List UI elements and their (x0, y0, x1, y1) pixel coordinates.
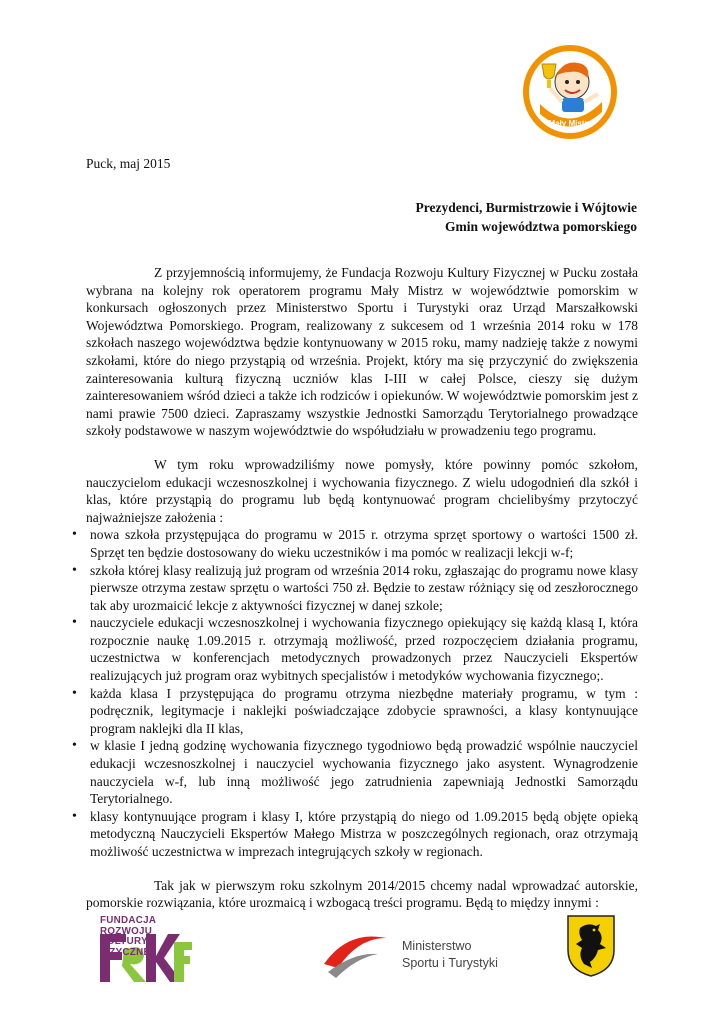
frkf-wordmark (100, 916, 156, 958)
frkf-line-3: KULTURY (100, 936, 148, 947)
maly-mistrz-logo (520, 42, 620, 142)
list-item: • szkoła której klasy realizują już program od września 2014 roku, zgłaszając do programu nowe klasy pierwsze otrzyma zestaw sprzętu o wartości 750 zł. Będzie to zestaw różniący się od zeszłorocznego tak aby urozmaicić lekcje z aktywności fizycznej w danej szkole; (72, 562, 638, 615)
ministry-wordmark (402, 938, 498, 972)
maly-mistrz-wordmark: Mały Mistrz (548, 119, 592, 128)
frkf-line-2: ROZWOJU (100, 925, 153, 937)
list-item: • w klasie I jedną godzinę wychowania fizycznego tygodniowo będą prowadzić wspólnie nauczyciel edukacji wczesnoszkolnej i nauczyciel wychowania fizycznego jako asystent. Wynagrodzenie nauczyciela w-f, lub inną możliwość jego zatrudnienia zapewniają Jednostki Samorządu Terytorialnego. (72, 737, 638, 807)
ministry-line-2: Sportu i Turystyki (402, 956, 498, 970)
paragraph-regional-solutions: Tak jak w pierwszym roku szkolnym 2014/2015 chcemy nadal wprowadzać autorskie, pomorskie rozwiązania, które urozmaicą i wzbogacą treści programu. Będą to między innymi : (86, 877, 638, 911)
assumptions-list (86, 526, 638, 860)
addressee-line-2: Gmin województwa pomorskiego (445, 219, 637, 234)
list-item: • nowa szkoła przystępująca do programu w 2015 r. otrzyma sprzęt sportowy o wartości 1500 zł. Sprzęt ten będzie dostosowany do wieku uczestników i ma pomóc w realizacji lekcji w-f; (72, 526, 638, 561)
place-date: Puck, maj 2015 (86, 156, 171, 171)
frkf-line-4: FIZYCZNEJ (100, 946, 157, 958)
paragraph-new-ideas: W tym roku wprowadziliśmy nowe pomysły, które powinny pomóc szkołom, nauczycielom edukacji wczesnoszkolnej i wychowania fizycznego. Z wielu udogodnień dla szkół i klas, które przystąpią do programu lub będą kontynuować program chcielibyśmy przytoczyć najważniejsze założenia : (86, 456, 638, 525)
pomorskie-crest-icon (566, 914, 616, 978)
footer-logos (0, 910, 725, 990)
letter-body (86, 264, 638, 912)
list-item: • nauczyciele edukacji wczesnoszkolnej i wychowania fizycznego opiekujący się każdą klasą I, która rozpocznie naukę 1.09.2015 r. otrzymają możliwość, przed rozpoczęciem działania programu, uczestnictwa w konferencjach metodycznych prowadzonych przez Nauczycieli Ekspertów realizujących już program oraz wybitnych specjalistów i metodyków wychowania fizycznego;. (72, 614, 638, 684)
list-item: • każda klasa I przystępująca do programu otrzyma niezbędne materiały programu, w tym : podręcznik, legitymacje i naklejki poświadczające zdobycie sprawności, a klasy kontynuujące program naklejki dla II klas, (72, 685, 638, 738)
paragraph-intro: Z przyjemnością informujemy, że Fundacja Rozwoju Kultury Fizycznej w Pucku została wybrana na kolejny rok operatorem programu Mały Mistrz w województwie pomorskim w konkursach ogłoszonych przez Ministerstwo Sportu i Turystyki oraz Urząd Marszałkowski Województwa Pomorskiego. Program, realizowany z sukcesem od 1 września 2014 roku w 178 szkołach naszego województwa będzie kontynuowany w 2015 roku, mamy nadzieję także z nowymi szkołami, które do niego przystąpią od września. Projekt, który ma się przyczynić do zwiększenia zainteresowania kulturą fizyczną uczniów klas I-III w całej Polsce, cieszy się dużym zainteresowaniem wśród dzieci a także ich rodziców i opiekunów. W województwie pomorskim jest z nami prawie 7500 dzieci. Zapraszamy wszystkie Jednostki Samorządu Terytorialnego prowadzące szkoły podstawowe w naszym województwie do współudziału w prowadzeniu tego programu. (86, 265, 638, 439)
frkf-line-1: FUNDACJA (100, 915, 157, 926)
addressee-block (416, 198, 637, 236)
list-item: • klasy kontynuujące program i klasy I, które przystąpią do niego od 1.09.2015 będą objęte opieką metodyczną Nauczycieli Ekspertów Małego Mistrza w poszczególnych regionach, oraz otrzymają możliwość uczestnictwa w imprezach integrujących szkoły w regionach. (72, 808, 638, 861)
addressee-line-1: Prezydenci, Burmistrzowie i Wójtowie (415, 200, 637, 215)
ministry-line-1: Ministerstwo (402, 939, 472, 953)
ministry-swoosh-icon (318, 924, 392, 984)
ministry-logo (318, 924, 518, 984)
